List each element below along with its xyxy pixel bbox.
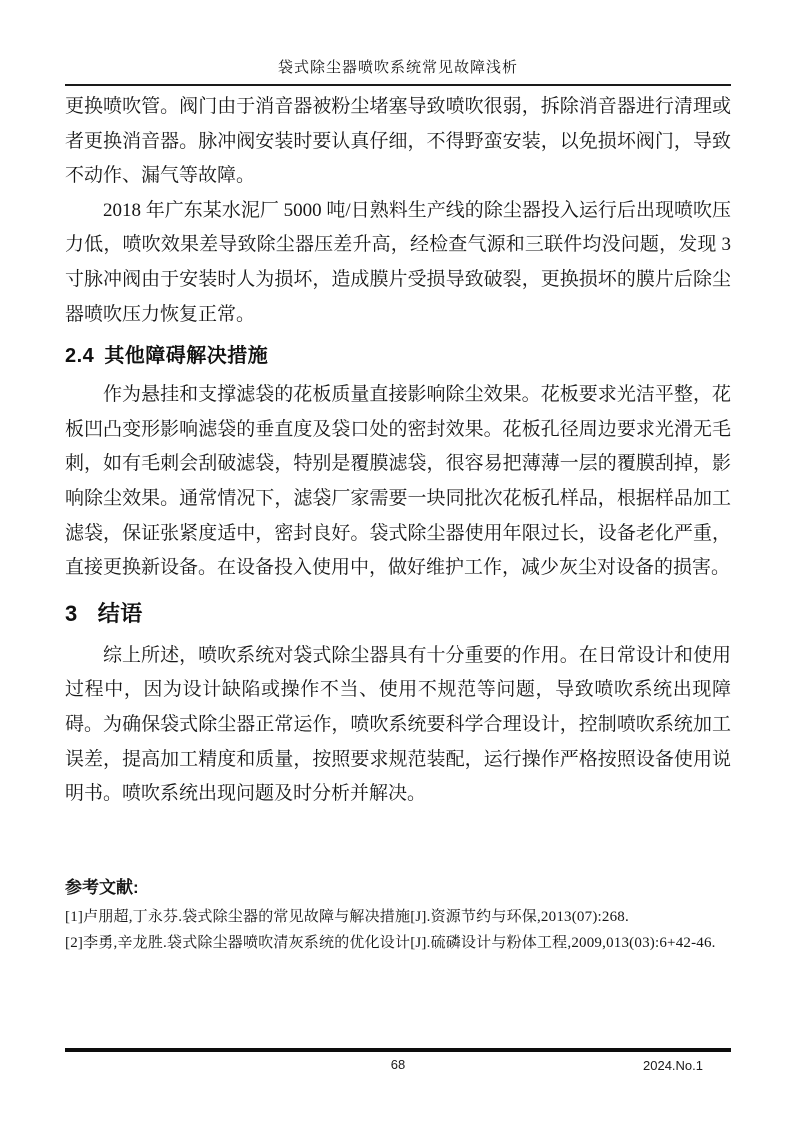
reference-item: [2]李勇,辛龙胜.袋式除尘器喷吹清灰系统的优化设计[J].硫磷设计与粉体工程,2009,013(03):6+42-46. — [65, 934, 716, 951]
page-number: 68 — [390, 1057, 406, 1072]
section-number: 2.4 — [65, 345, 95, 368]
paragraph-valve-replace: 更换喷吹管。阀门由于消音器被粉尘堵塞导致喷吹很弱，拆除消音器进行清理或者更换消音器。脉冲阀安装时要认真仔细，不得野蛮安装，以免损坏阀门，导致不动作、漏气等故障。 — [65, 96, 731, 187]
running-title: 袋式除尘器喷吹系统常见故障浅析 — [277, 60, 518, 76]
section-title: 其他障碍解决措施 — [104, 345, 269, 368]
section-heading-2-4 — [65, 339, 731, 373]
section-heading-3 — [65, 596, 731, 632]
section-title: 结语 — [97, 600, 143, 626]
paragraph-case-2018: 2018 年广东某水泥厂 5000 吨/日熟料生产线的除尘器投入运行后出现喷吹压力低，喷吹效果差导致除尘器压差升高，经检查气源和三联件均没问题，发现 3 寸脉冲阀由于安装时人为损坏，造成膜片受损导致破裂，更换损坏的膜片后除尘器喷吹压力恢复正常。 — [65, 199, 731, 325]
page-header — [65, 0, 731, 86]
references-section — [65, 876, 731, 956]
paragraph-tube-sheet: 作为悬挂和支撑滤袋的花板质量直接影响除尘效果。花板要求光洁平整，花板凹凸变形影响滤袋的垂直度及袋口处的密封效果。花板孔径周边要求光滑无毛刺，如有毛刺会刮破滤袋，特别是覆膜滤袋，很容易把薄薄一层的覆膜刮掉，影响除尘效果。通常情况下，滤袋厂家需要一块同批次花板孔样品，根据样品加工滤袋，保证张紧度适中，密封良好。袋式除尘器使用年限过长，设备老化严重，直接更换新设备。在设备投入使用中，做好维护工作，减少灰尘对设备的损害。 — [65, 384, 731, 579]
section-number: 3 — [65, 600, 78, 626]
article-body — [65, 86, 731, 956]
references-heading: 参考文献: — [65, 877, 139, 897]
footer-row — [65, 1052, 731, 1076]
reference-item: [1]卢朋超,丁永芬.袋式除尘器的常见故障与解决措施[J].资源节约与环保,2013(07):268. — [65, 908, 629, 925]
page-footer — [65, 1048, 731, 1076]
issue-label: 2024.No.1 — [643, 1058, 703, 1073]
page-content — [65, 0, 731, 956]
paragraph-conclusion: 综上所述，喷吹系统对袋式除尘器具有十分重要的作用。在日常设计和使用过程中，因为设计缺陷或操作不当、使用不规范等问题，导致喷吹系统出现障碍。为确保袋式除尘器正常运作，喷吹系统要科学合理设计，控制喷吹系统加工误差，提高加工精度和质量，按照要求规范装配，运行操作严格按照设备使用说明书。喷吹系统出现问题及时分析并解决。 — [65, 644, 731, 805]
